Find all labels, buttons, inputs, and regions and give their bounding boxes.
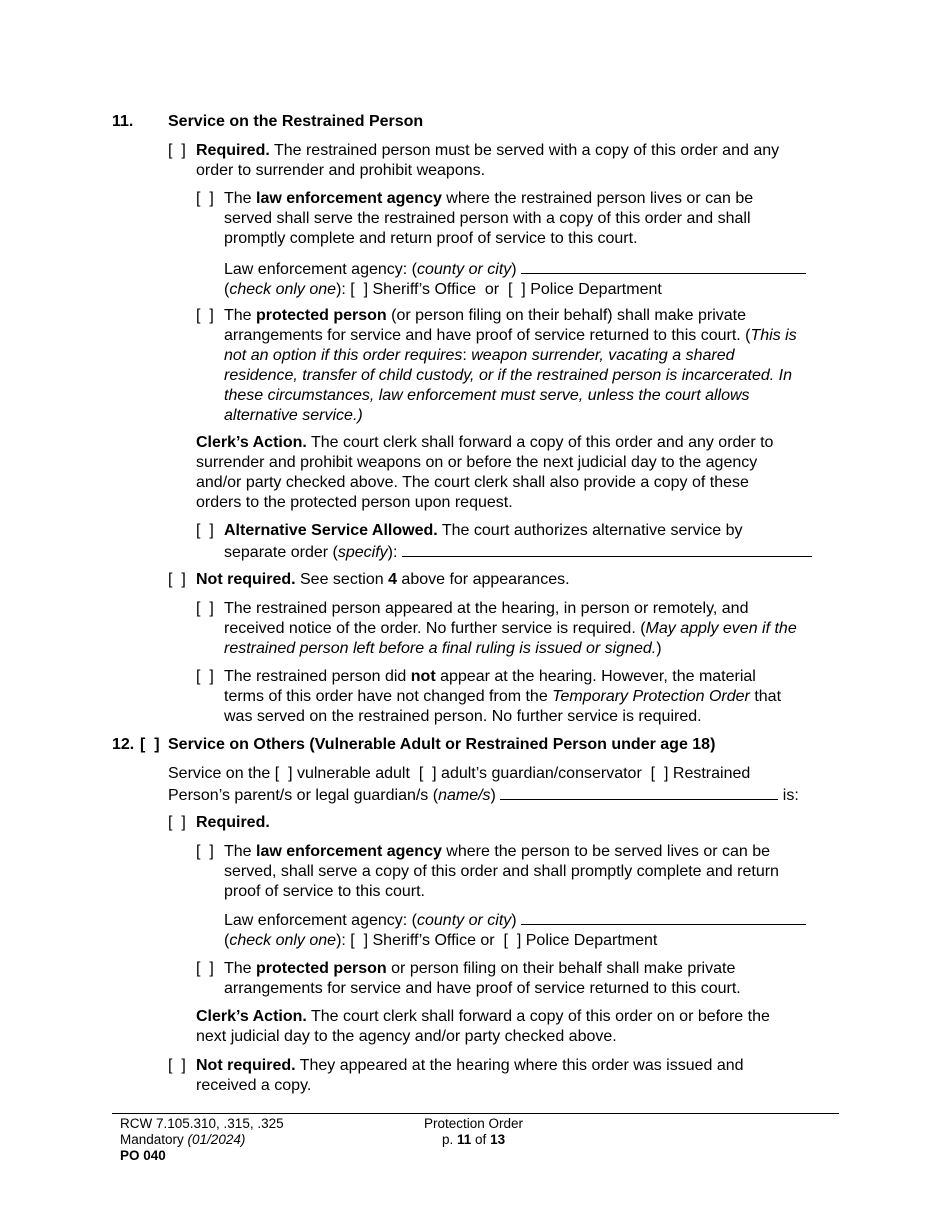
footer-mandatory: Mandatory (01/2024): [120, 1132, 246, 1147]
s12-sheriff-label: Sheriff’s Office or: [368, 932, 504, 949]
s12-required-label: Required.: [196, 814, 270, 831]
s12-protected-person-paragraph: The protected person or person filing on their behalf shall make private arrangements for service and have proof of service returned to this court.: [224, 960, 741, 997]
s12-agency-input[interactable]: [521, 909, 806, 925]
s11-not-appeared-paragraph: The restrained person did not appear at the hearing. However, the material terms of this order have not changed from the Temporary Protection Order that was served on the restrained person. No further service is required.: [224, 668, 782, 725]
s11-police-checkbox[interactable]: [ ]: [507, 281, 526, 298]
s11-not-required-checkbox[interactable]: [ ]: [168, 571, 186, 588]
s11-not-required-paragraph: Not required. See section 4 above for appearances.: [196, 571, 570, 588]
s11-lea-checkbox[interactable]: [ ]: [196, 190, 214, 207]
s12-guardian-checkbox[interactable]: [ ]: [418, 765, 437, 782]
section-12-title: Service on Others (Vulnerable Adult or Restrained Person under age 18): [168, 736, 716, 753]
footer-rcw: RCW 7.105.310, .315, .325: [120, 1116, 284, 1131]
s11-not-appeared-checkbox[interactable]: [ ]: [196, 668, 214, 685]
s12-protected-person-checkbox[interactable]: [ ]: [196, 960, 214, 977]
s12-not-required-paragraph: Not required. They appeared at the hearing where this order was issued and received a copy.: [196, 1057, 744, 1094]
s11-agency-input[interactable]: [521, 258, 806, 274]
s11-protected-person-paragraph: The protected person (or person filing on their behalf) shall make private arrangements for service and have proof of service returned to this court. (This is not an option if this order requires: weapon surrender, vacating a shared residence, transfer of child custody, or if the restrained person is incarcerated. In these circumstances, law enforcement must serve, unless the court allows alternative service.): [224, 307, 797, 424]
s12-police-checkbox[interactable]: [ ]: [503, 932, 522, 949]
s11-appeared-paragraph: The restrained person appeared at the hearing, in person or remotely, and received notice of the order. No further service is required. (May apply even if the restrained person left before a final ruling is issued or signed.): [224, 600, 797, 657]
s11-agency-block: Law enforcement agency: (county or city) (check only one): [ ] Sheriff’s Office or [ ] Police Department: [224, 258, 806, 300]
section-11-title: Service on the Restrained Person: [168, 113, 424, 130]
s11-police-label: Police Department: [525, 281, 662, 298]
s11-sheriff-label: Sheriff’s Office or: [368, 281, 508, 298]
s12-names-input[interactable]: [500, 784, 778, 800]
s12-lea-paragraph: The law enforcement agency where the person to be served lives or can be served, shall serve a copy of this order and shall promptly complete and return proof of service to this court.: [224, 843, 779, 900]
s11-appeared-checkbox[interactable]: [ ]: [196, 600, 214, 617]
s11-required-label: Required.: [196, 142, 270, 159]
s12-lea-checkbox[interactable]: [ ]: [196, 843, 214, 860]
s12-police-label: Police Department: [521, 932, 658, 949]
section-12-number: 12.: [112, 736, 135, 753]
s11-alt-service-input[interactable]: [402, 541, 812, 557]
footer-divider: [112, 1113, 839, 1114]
s12-intro: Service on the [ ] vulnerable adult [ ] adult’s guardian/conservator [ ] Restrained Person’s parent/s or legal guardian/s (name/s) is:: [168, 765, 799, 804]
section-11-number: 11.: [112, 113, 134, 130]
s12-clerk-action: Clerk’s Action. The court clerk shall forward a copy of this order on or before the next judicial day to the agency and/or party checked above.: [196, 1008, 770, 1045]
s12-vulnerable-adult-checkbox[interactable]: [ ]: [274, 765, 293, 782]
s11-required-checkbox[interactable]: [ ]: [168, 142, 186, 159]
s11-required-paragraph: Required. The restrained person must be served with a copy of this order and any order to surrender and prohibit weapons.: [196, 142, 780, 179]
footer-form-number: PO 040: [120, 1148, 166, 1163]
s12-restrained-parent-checkbox[interactable]: [ ]: [650, 765, 669, 782]
s11-protected-person-checkbox[interactable]: [ ]: [196, 307, 214, 324]
footer-page-number: p. 11 of 13: [442, 1132, 506, 1147]
s12-agency-block: Law enforcement agency: (county or city) (check only one): [ ] Sheriff’s Office or [ ] Police Department: [224, 909, 806, 951]
s12-not-required-checkbox[interactable]: [ ]: [168, 1057, 186, 1074]
section-12-checkbox[interactable]: [ ]: [140, 736, 160, 753]
s11-lea-paragraph: The law enforcement agency where the restrained person lives or can be served shall serve the restrained person with a copy of this order and shall promptly complete and return proof of service to this court.: [224, 190, 754, 247]
footer-title: Protection Order: [424, 1116, 524, 1131]
s11-sheriff-checkbox[interactable]: [ ]: [350, 281, 369, 298]
s12-sheriff-checkbox[interactable]: [ ]: [350, 932, 369, 949]
s11-clerk-action: Clerk’s Action. The court clerk shall forward a copy of this order and any order to surrender and prohibit weapons on or before the next judicial day to the agency and/or party checked above. The court clerk shall also provide a copy of these orders to the protected person upon request.: [196, 434, 774, 511]
s12-required-checkbox[interactable]: [ ]: [168, 814, 186, 831]
s11-alt-service-checkbox[interactable]: [ ]: [196, 522, 214, 539]
s11-alt-service-paragraph: Alternative Service Allowed. The court authorizes alternative service by separate order (specify):: [224, 521, 812, 563]
